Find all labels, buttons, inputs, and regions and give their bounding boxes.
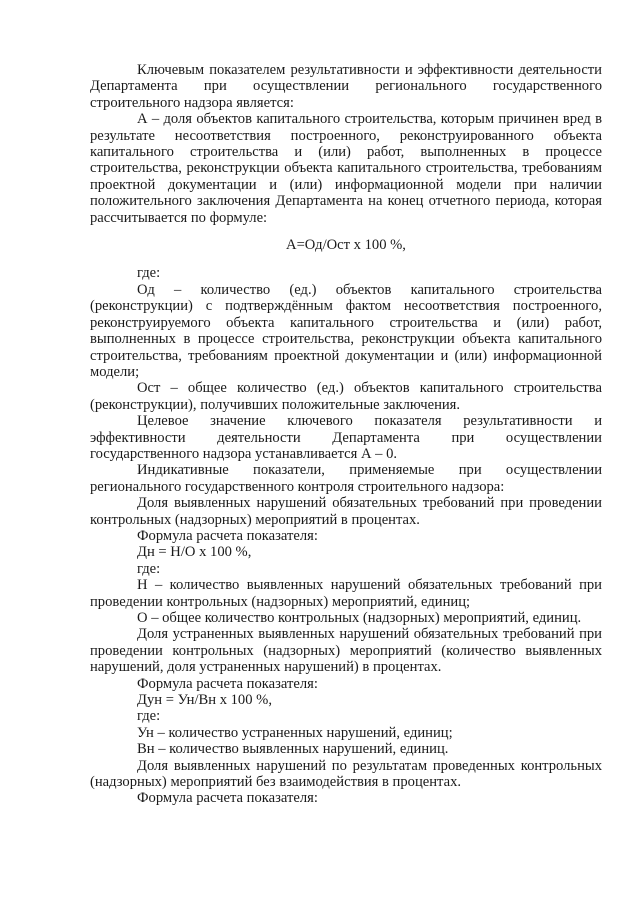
formula-dun: Дун = Ун/Вн х 100 %, xyxy=(137,692,272,709)
definition-un: Ун – количество устраненных нарушений, единиц; xyxy=(137,724,453,741)
formula-label: Формула расчета показателя: xyxy=(137,790,318,807)
definition-ost: Ост – общее количество (ед.) объектов капитального строительства (реконструкции), получивших положительные заключения. xyxy=(90,380,602,413)
definition-od: Од – количество (ед.) объектов капитального строительства (реконструкции) с подтверждённым фактом несоответствия построенного, реконструируемого объекта капитального строительства и (или) работ, выполненных в процессе строительства, реконструкции объекта капитального строительства, требованиям проектной документации и (или) информационной модели; xyxy=(90,281,602,380)
formula-label: Формула расчета показателя: xyxy=(137,675,318,692)
paragraph-indicative-intro: Индикативные показатели, применяемые при осуществлении регионального государственного контроля строительного надзора: xyxy=(90,462,602,495)
paragraph-share-violations: Доля выявленных нарушений обязательных требований при проведении контрольных (надзорных) мероприятий в процентах. xyxy=(90,495,602,528)
paragraph-share-eliminated: Доля устраненных выявленных нарушений обязательных требований при проведении контрольных (надзорных) мероприятий (количество выявленных нарушений, доля устраненных нарушений) в процентах. xyxy=(90,626,602,676)
document-page xyxy=(90,62,602,807)
definition-n: Н – количество выявленных нарушений обязательных требований при проведении контрольных (надзорных) мероприятий, единиц; xyxy=(90,577,602,610)
formula-a: А=Од/Ост х 100 %, xyxy=(286,237,406,254)
paragraph-share-without-interaction: Доля выявленных нарушений по результатам проведенных контрольных (надзорных) мероприятий без взаимодействия в процентах. xyxy=(90,757,602,791)
paragraph-target-value: Целевое значение ключевого показателя результативности и эффективности деятельности Департамента при осуществлении государственного надзора устанавливается А – 0. xyxy=(90,413,602,462)
formula-label: Формула расчета показателя: xyxy=(137,527,318,544)
where-label: где: xyxy=(137,560,161,577)
paragraph-key-indicator-intro: Ключевым показателем результативности и эффективности деятельности Департамента при осуществлении регионального государственного строительного надзора является: xyxy=(90,62,602,111)
where-label: где: xyxy=(137,265,161,282)
definition-vn: Вн – количество выявленных нарушений, единиц. xyxy=(137,741,449,758)
definition-o: О – общее количество контрольных (надзорных) мероприятий, единиц. xyxy=(137,610,582,626)
where-label: где: xyxy=(137,708,161,725)
paragraph-indicator-a-definition: А – доля объектов капитального строительства, которым причинен вред в результате несоответствия построенного, реконструированного объекта капитального строительства и (или) работ, выполненных в процессе строительства, реконструкции объекта капитального строительства, требованиям проектной документации и (или) информационной модели при наличии положительного заключения Департамента на конец отчетного периода, которая рассчитывается по формуле: xyxy=(90,111,602,226)
formula-dn: Дн = Н/О х 100 %, xyxy=(137,544,252,561)
